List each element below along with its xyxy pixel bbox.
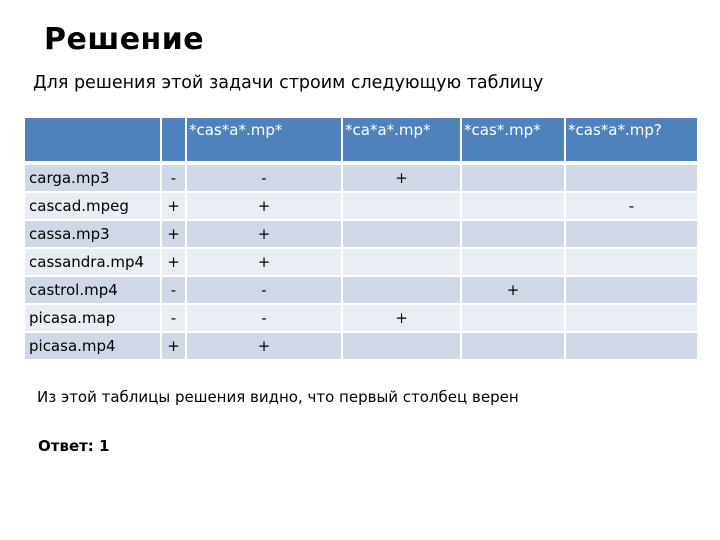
table-cell: + <box>186 192 342 220</box>
file-name-cell: cassa.mp3 <box>24 220 161 248</box>
table-cell <box>565 332 698 360</box>
answer-text: Ответ: 1 <box>38 437 110 455</box>
table-cell <box>565 304 698 332</box>
file-name-cell: castrol.mp4 <box>24 276 161 304</box>
slide-title: Решение <box>44 22 205 57</box>
table-row <box>24 276 698 304</box>
table-cell <box>342 220 461 248</box>
table-cell <box>342 276 461 304</box>
table-header-cell: *ca*a*.mp* <box>342 117 461 162</box>
table-header-cell: *cas*.mp* <box>461 117 565 162</box>
table-cell: + <box>342 304 461 332</box>
table-cell <box>565 162 698 192</box>
table-cell: + <box>461 276 565 304</box>
table-row <box>24 332 698 360</box>
table-cell: + <box>161 192 186 220</box>
file-name-cell: picasa.map <box>24 304 161 332</box>
table-cell: - <box>565 192 698 220</box>
table-cell: + <box>186 248 342 276</box>
table-header-row <box>24 117 698 162</box>
table-cell: - <box>186 162 342 192</box>
table-cell <box>342 248 461 276</box>
slide-subtitle: Для решения этой задачи строим следующую таблицу <box>33 73 544 93</box>
table-row <box>24 162 698 192</box>
table-cell: + <box>161 248 186 276</box>
table-cell <box>461 304 565 332</box>
table-cell <box>565 276 698 304</box>
file-name-cell: cassandra.mp4 <box>24 248 161 276</box>
table-cell: - <box>161 162 186 192</box>
table-row <box>24 304 698 332</box>
table-header-cell: *cas*a*.mp? <box>565 117 698 162</box>
table-cell <box>342 192 461 220</box>
table-cell: - <box>161 304 186 332</box>
table-header-cell <box>24 117 161 162</box>
table-row <box>24 220 698 248</box>
table-header-cell <box>161 117 186 162</box>
table-row <box>24 248 698 276</box>
solution-table <box>24 117 698 360</box>
file-name-cell: carga.mp3 <box>24 162 161 192</box>
table-cell <box>461 192 565 220</box>
table-header-cell: *cas*a*.mp* <box>186 117 342 162</box>
table-cell: + <box>161 220 186 248</box>
table-cell <box>565 220 698 248</box>
table-cell: - <box>186 276 342 304</box>
table-row <box>24 192 698 220</box>
table-cell: + <box>342 162 461 192</box>
conclusion-text: Из этой таблицы решения видно, что первый столбец верен <box>37 388 519 406</box>
table-cell <box>565 248 698 276</box>
table-cell: - <box>186 304 342 332</box>
table-cell <box>342 332 461 360</box>
file-name-cell: cascad.mpeg <box>24 192 161 220</box>
table-cell: + <box>161 332 186 360</box>
table-cell: - <box>161 276 186 304</box>
table-cell <box>461 162 565 192</box>
table-cell: + <box>186 332 342 360</box>
table-cell: + <box>186 220 342 248</box>
table-cell <box>461 248 565 276</box>
table-cell <box>461 220 565 248</box>
table-cell <box>461 332 565 360</box>
file-name-cell: picasa.mp4 <box>24 332 161 360</box>
